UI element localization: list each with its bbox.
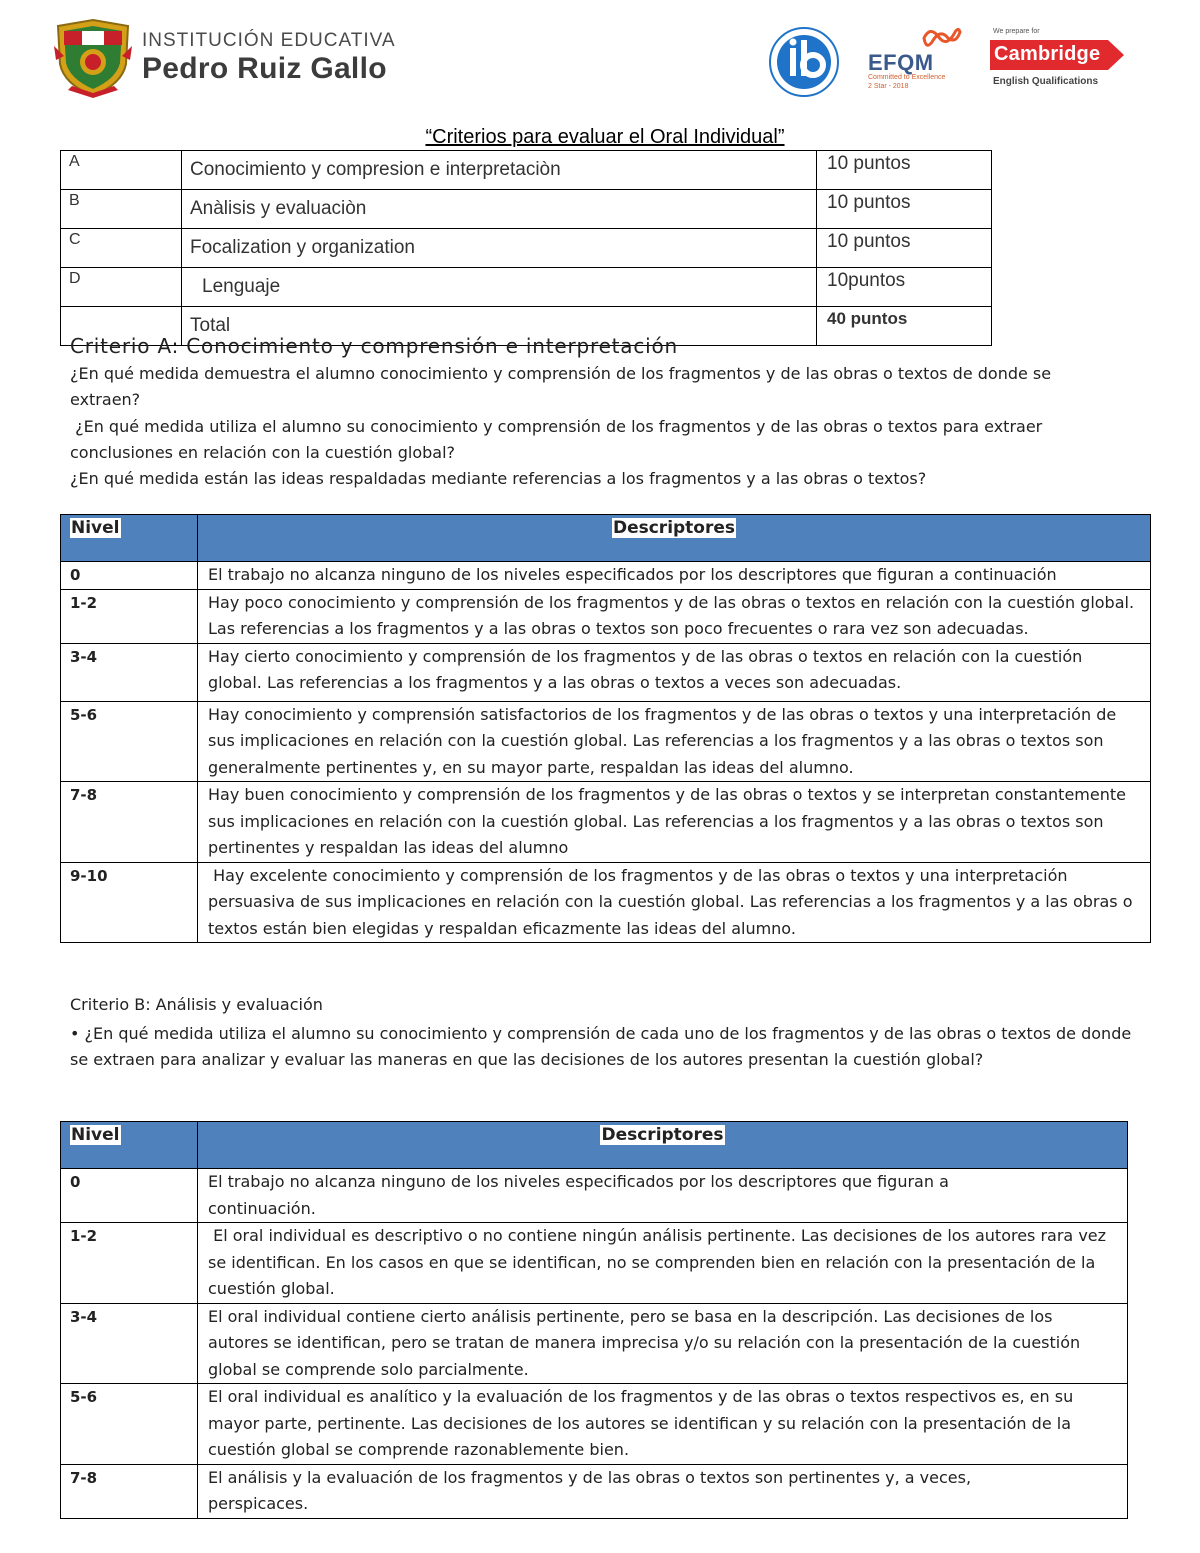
criterio-b-heading: Criterio B: Análisis y evaluación bbox=[70, 995, 323, 1014]
summary-total-label: Total bbox=[182, 307, 817, 346]
rubric-level: 0 bbox=[61, 1169, 198, 1223]
table-row bbox=[61, 782, 1151, 863]
summary-criterion: Lenguaje bbox=[182, 268, 817, 307]
rubric-header-level bbox=[61, 515, 198, 562]
cambridge-arrow-icon bbox=[1108, 40, 1124, 70]
efqm-subtitle-1: Committed to Excellence bbox=[868, 74, 946, 81]
rubric-descriptor: El trabajo no alcanza ninguno de los niveles especificados por los descriptores que figuran a continuación. bbox=[198, 1169, 1128, 1223]
rubric-header-desc-text: Descriptores bbox=[612, 518, 736, 538]
criterio-a-question-3: ¿En qué medida están las ideas respaldadas mediante referencias a los fragmentos y a las obras o textos? bbox=[70, 469, 927, 488]
cambridge-logo bbox=[990, 26, 1140, 96]
rubric-level: 0 bbox=[61, 562, 198, 590]
rubric-descriptor: Hay buen conocimiento y comprensión de los fragmentos y de las obras o textos y se interpretan constantemente sus implicaciones en relación con la cuestión global. Las referencias a los fragmentos y a las obras o textos son pertinentes y respaldan las ideas del alumno bbox=[198, 782, 1151, 863]
rubric-header-level-text: Nivel bbox=[71, 1125, 120, 1145]
document-title: “Criterios para evaluar el Oral Individual” bbox=[425, 126, 785, 148]
rubric-descriptor: El análisis y la evaluación de los fragmentos y de las obras o textos son pertinentes y, a veces, perspicaces. bbox=[198, 1464, 1128, 1518]
table-row bbox=[61, 643, 1151, 701]
summary-criterion: Anàlisis y evaluaciòn bbox=[182, 190, 817, 229]
table-row bbox=[61, 1384, 1128, 1465]
table-row bbox=[61, 1464, 1128, 1518]
rubric-descriptor: El oral individual es descriptivo o no contiene ningún análisis pertinente. Las decisiones de los autores rara vez se identifican. En los casos en que se identifican, no se comprenden bien en relación con la presentación de la cuestión global. bbox=[198, 1223, 1128, 1304]
rubric-level: 5-6 bbox=[61, 701, 198, 782]
rubric-level: 1-2 bbox=[61, 1223, 198, 1304]
rubric-descriptor: Hay cierto conocimiento y comprensión de los fragmentos y de las obras o textos en relación con la cuestión global. Las referencias a los fragmentos y a las obras o textos a veces son adecuadas. bbox=[198, 643, 1151, 701]
rubric-level: 5-6 bbox=[61, 1384, 198, 1465]
table-row bbox=[61, 562, 1151, 590]
summary-row bbox=[61, 229, 992, 268]
table-row bbox=[61, 1303, 1128, 1384]
institution-type: INSTITUCIÓN EDUCATIVA bbox=[142, 30, 396, 51]
summary-table bbox=[60, 150, 992, 346]
cambridge-wordmark: Cambridge bbox=[994, 43, 1101, 65]
criterio-a-heading: Criterio A: Conocimiento y comprensión e interpretación bbox=[70, 334, 679, 358]
criterio-a-rubric-table bbox=[60, 514, 1151, 943]
rubric-header-desc bbox=[198, 515, 1151, 562]
rubric-level: 3-4 bbox=[61, 1303, 198, 1384]
summary-row bbox=[61, 151, 992, 190]
efqm-logo bbox=[862, 22, 972, 98]
efqm-infinity-icon bbox=[918, 24, 962, 52]
efqm-subtitle-2: 2 Star - 2018 bbox=[868, 83, 909, 90]
summary-criterion: Conocimiento y compresion e interpretaciòn bbox=[182, 151, 817, 190]
summary-points: 10 puntos bbox=[817, 229, 992, 268]
rubric-header-level bbox=[61, 1122, 198, 1169]
criterio-b-rubric-table bbox=[60, 1121, 1128, 1519]
table-row bbox=[61, 1223, 1128, 1304]
summary-points: 10 puntos bbox=[817, 151, 992, 190]
table-row bbox=[61, 862, 1151, 943]
cambridge-subtitle: English Qualifications bbox=[993, 76, 1099, 87]
institution-name: Pedro Ruiz Gallo bbox=[142, 52, 387, 85]
rubric-header-row bbox=[61, 1122, 1128, 1169]
summary-criterion: Focalization y organization bbox=[182, 229, 817, 268]
summary-code: D bbox=[61, 268, 182, 307]
table-row bbox=[61, 1169, 1128, 1223]
rubric-header-level-text: Nivel bbox=[71, 518, 120, 538]
efqm-title: EFQM bbox=[868, 50, 934, 75]
table-row bbox=[61, 589, 1151, 643]
rubric-header-desc bbox=[198, 1122, 1128, 1169]
criterio-a-question-2: ¿En qué medida utiliza el alumno su conocimiento y comprensión de los fragmentos y de las obras o textos para extraer conclusiones en relación con la cuestión global? bbox=[70, 417, 1048, 462]
rubric-level: 9-10 bbox=[61, 862, 198, 943]
summary-row bbox=[61, 190, 992, 229]
rubric-level: 7-8 bbox=[61, 1464, 198, 1518]
ib-logo bbox=[766, 26, 842, 98]
cambridge-pretext: We prepare for bbox=[993, 28, 1040, 35]
summary-total-points: 40 puntos bbox=[817, 307, 992, 346]
rubric-descriptor: Hay poco conocimiento y comprensión de los fragmentos y de las obras o textos en relación con la cuestión global. Las referencias a los fragmentos y a las obras o textos son poco frecuentes o rara vez son adecuadas. bbox=[198, 589, 1151, 643]
summary-code: A bbox=[61, 151, 182, 190]
rubric-descriptor: Hay excelente conocimiento y comprensión de los fragmentos y de las obras o textos y una interpretación persuasiva de sus implicaciones en relación con la cuestión global. Las referencias a los fragmentos y a las obras o textos están bien elegidas y respaldan eficazmente las ideas del alumno. bbox=[198, 862, 1151, 943]
rubric-level: 1-2 bbox=[61, 589, 198, 643]
rubric-descriptor: El oral individual es analítico y la evaluación de los fragmentos y de las obras o textos respectivos es, en su mayor parte, pertinente. Las decisiones de los autores se identifican y su relación con la presentación de la cuestión global se comprende razonablemente bien. bbox=[198, 1384, 1128, 1465]
summary-code: C bbox=[61, 229, 182, 268]
school-crest-logo bbox=[50, 16, 136, 100]
rubric-descriptor: Hay conocimiento y comprensión satisfactorios de los fragmentos y de las obras o textos y una interpretación de sus implicaciones en relación con la cuestión global. Las referencias a los fragmentos y a las obras o textos son generalmente pertinentes y, en su mayor parte, respaldan las ideas del alumno. bbox=[198, 701, 1151, 782]
criterio-a-question-1: ¿En qué medida demuestra el alumno conocimiento y comprensión de los fragmentos y de las obras o textos de donde se extraen? bbox=[70, 364, 1052, 409]
summary-code: B bbox=[61, 190, 182, 229]
summary-row bbox=[61, 268, 992, 307]
rubric-descriptor: El trabajo no alcanza ninguno de los niveles especificados por los descriptores que figuran a continuación bbox=[198, 562, 1151, 590]
table-row bbox=[61, 701, 1151, 782]
rubric-level: 7-8 bbox=[61, 782, 198, 863]
rubric-descriptor: El oral individual contiene cierto análisis pertinente, pero se basa en la descripción. Las decisiones de los autores se identifican, pero se tratan de manera imprecisa y/o su relación con la presentación de la cuestión global se comprende solo parcialmente. bbox=[198, 1303, 1128, 1384]
rubric-header-row bbox=[61, 515, 1151, 562]
rubric-level: 3-4 bbox=[61, 643, 198, 701]
summary-points: 10 puntos bbox=[817, 190, 992, 229]
summary-points: 10puntos bbox=[817, 268, 992, 307]
rubric-header-desc-text: Descriptores bbox=[601, 1125, 724, 1145]
criterio-b-question-1: • ¿En qué medida utiliza el alumno su conocimiento y comprensión de cada uno de los fragmentos y de las obras o textos de donde se extraen para analizar y evaluar las maneras en que las decisiones de los autores presentan la cuestión global? bbox=[70, 1024, 1132, 1069]
